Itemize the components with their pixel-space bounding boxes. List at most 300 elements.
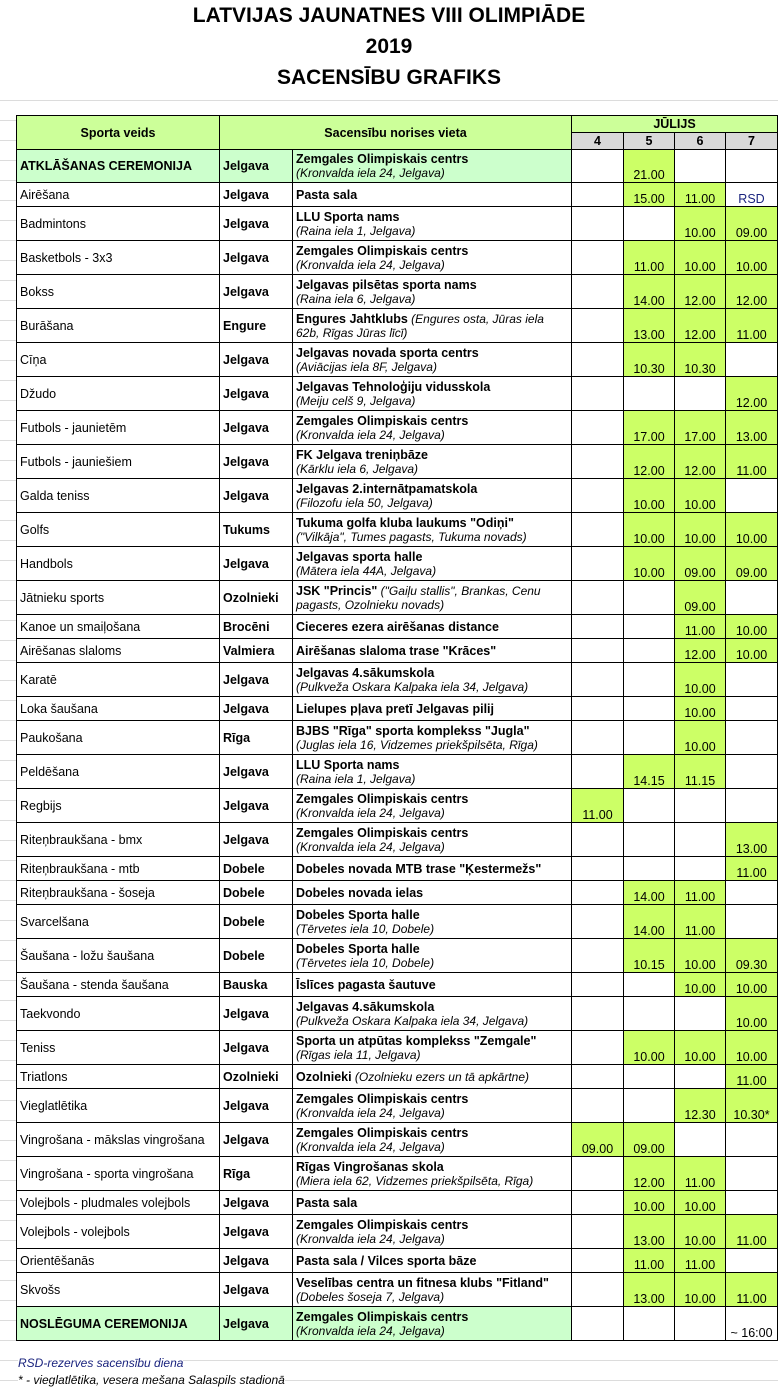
venue-name: Cieceres ezera airēšanas distance: [296, 619, 499, 634]
venue-cell: [293, 150, 572, 183]
time-cell: [572, 615, 624, 639]
venue-cell: [293, 445, 572, 479]
venue-address: (Aviācijas iela 8F, Jelgava): [296, 359, 437, 374]
time-cell: 10.00: [675, 1191, 726, 1215]
venue-name: Zemgales Olimpiskais centrs: [296, 413, 469, 428]
city-cell: Jelgava: [220, 1249, 293, 1273]
sport-cell: [17, 445, 220, 479]
venue-name: Zemgales Olimpiskais centrs: [296, 1309, 469, 1324]
venue-cell: [293, 881, 572, 905]
footnote-rsd: RSD-rezerves sacensību diena: [18, 1356, 184, 1370]
venue-cell: [293, 241, 572, 275]
schedule-body: [17, 150, 778, 1341]
city-cell: Jelgava: [220, 241, 293, 275]
table-row: [17, 183, 778, 207]
sport-cell: [17, 411, 220, 445]
city-cell: Engure: [220, 309, 293, 343]
city-cell: Rīga: [220, 721, 293, 755]
time-cell: [675, 823, 726, 857]
venue-line: [296, 1218, 568, 1232]
venue-name: Pasta sala / Vilces sporta bāze: [296, 1253, 477, 1268]
table-row: [17, 973, 778, 997]
time-cell: [572, 1307, 624, 1341]
city-cell: Jelgava: [220, 1089, 293, 1123]
table-row: [17, 150, 778, 183]
time-cell: [726, 697, 778, 721]
sport-cell: [17, 823, 220, 857]
venue-cell: [293, 755, 572, 789]
sport-cell: [17, 881, 220, 905]
city-cell: Jelgava: [220, 150, 293, 183]
time-cell: [624, 1307, 675, 1341]
table-row: [17, 309, 778, 343]
sport-cell: [17, 973, 220, 997]
time-cell: 14.00: [624, 881, 675, 905]
venue-name: Jelgavas 4.sākumskola: [296, 999, 435, 1014]
venue-name: LLU Sporta nams: [296, 209, 400, 224]
venue-cell: [293, 377, 572, 411]
time-cell: 10.00: [675, 721, 726, 755]
venue-address: (Raina iela 1, Jelgava): [296, 223, 416, 238]
time-cell: 12.00: [624, 445, 675, 479]
table-row: [17, 1123, 778, 1157]
time-cell: 11.00: [624, 241, 675, 275]
time-cell: [726, 343, 778, 377]
venue-cell: [293, 857, 572, 881]
time-cell: [572, 1215, 624, 1249]
venue-line: [296, 516, 568, 530]
sport-cell: [17, 581, 220, 615]
sport-name: Teniss: [20, 1040, 56, 1055]
time-cell: [572, 823, 624, 857]
time-cell: [572, 721, 624, 755]
time-cell: [624, 639, 675, 663]
venue-line: [296, 312, 568, 326]
sport-cell: [17, 1215, 220, 1249]
table-row: [17, 1065, 778, 1089]
venue-cell: [293, 639, 572, 663]
table-row: [17, 697, 778, 721]
time-cell: [675, 150, 726, 183]
time-cell: 11.00: [675, 183, 726, 207]
venue-address: (Tērvetes iela 10, Dobele): [296, 955, 435, 970]
sport-cell: [17, 1065, 220, 1089]
table-row: [17, 207, 778, 241]
sport-name: Vingrošana: [20, 1166, 84, 1181]
time-cell: [675, 1307, 726, 1341]
time-cell: [726, 150, 778, 183]
sport-cell: [17, 309, 220, 343]
time-cell: [572, 973, 624, 997]
time-cell: 10.00: [675, 1215, 726, 1249]
sport-cell: [17, 343, 220, 377]
header-venue: Sacensību norises vieta: [220, 116, 572, 150]
venue-cell: [293, 207, 572, 241]
venue-cell: [293, 1123, 572, 1157]
venue-name: Jelgavas 4.sākumskola: [296, 665, 435, 680]
venue-cell: [293, 789, 572, 823]
sport-name: Badmintons: [20, 216, 87, 231]
venue-name: Sporta un atpūtas komplekss "Zemgale": [296, 1033, 537, 1048]
time-cell: 17.00: [675, 411, 726, 445]
table-row: [17, 547, 778, 581]
sport-cell: [17, 1157, 220, 1191]
sport-name: Bokss: [20, 284, 55, 299]
venue-cell: [293, 939, 572, 973]
table-row: [17, 663, 778, 697]
time-cell: 12.00: [624, 1157, 675, 1191]
time-cell: [572, 207, 624, 241]
venue-address: (Meiju celš 9, Jelgava): [296, 393, 416, 408]
sport-name: Volejbols: [20, 1224, 71, 1239]
city-cell: Jelgava: [220, 697, 293, 721]
table-row: [17, 823, 778, 857]
venue-name: FK Jelgava treniņbāze: [296, 447, 428, 462]
time-cell: [572, 445, 624, 479]
venue-line: [296, 1310, 568, 1324]
time-cell: 14.15: [624, 755, 675, 789]
venue-address: (Kronvalda iela 24, Jelgava): [296, 1231, 445, 1246]
time-cell: [572, 183, 624, 207]
time-cell: [675, 857, 726, 881]
table-row: [17, 639, 778, 663]
venue-line: [296, 758, 568, 772]
time-cell: 14.00: [624, 275, 675, 309]
city-cell: Brocēni: [220, 615, 293, 639]
venue-cell: [293, 663, 572, 697]
sport-name: Basketbols: [20, 250, 82, 265]
time-cell: 12.00: [726, 377, 778, 411]
time-cell: 13.00: [726, 411, 778, 445]
time-cell: ~ 16:00: [726, 1307, 778, 1341]
venue-name: LLU Sporta nams: [296, 757, 400, 772]
venue-cell: [293, 1157, 572, 1191]
venue-name: Zemgales Olimpiskais centrs: [296, 1125, 469, 1140]
header-month: JŪLIJS: [572, 116, 778, 133]
venue-address: (Dobeles šoseja 7, Jelgava): [296, 1289, 445, 1304]
sport-name: NOSLĒGUMA CEREMONIJA: [20, 1316, 188, 1331]
city-cell: Jelgava: [220, 1307, 293, 1341]
table-row: [17, 581, 778, 615]
venue-cell: [293, 513, 572, 547]
time-cell: [572, 755, 624, 789]
sport-discipline: - mākslas vingrošana: [86, 1132, 205, 1147]
venue-name: Zemgales Olimpiskais centrs: [296, 243, 469, 258]
time-cell: [572, 547, 624, 581]
venue-address-inline: (Engures osta, Jūras iela: [407, 311, 544, 326]
venue-cell: [293, 309, 572, 343]
time-cell: 09.00: [675, 547, 726, 581]
venue-name: Lielupes pļava pretī Jelgavas pilij: [296, 701, 494, 716]
time-cell: [624, 207, 675, 241]
venue-line: [296, 188, 568, 202]
venue-cell: [293, 411, 572, 445]
venue-cell: [293, 581, 572, 615]
venue-name: Jelgavas novada sporta centrs: [296, 345, 479, 360]
time-cell: [726, 1249, 778, 1273]
time-cell: [624, 823, 675, 857]
city-cell: Jelgava: [220, 1031, 293, 1065]
time-cell: 09.00: [624, 1123, 675, 1157]
time-cell: [624, 973, 675, 997]
venue-name: Dobeles Sporta halle: [296, 907, 420, 922]
title-line-3: SACENSĪBU GRAFIKS: [276, 66, 502, 89]
sport-name: Skvošs: [20, 1282, 61, 1297]
time-cell: 10.00: [624, 547, 675, 581]
table-row: [17, 1089, 778, 1123]
time-cell: 10.00: [675, 663, 726, 697]
sport-discipline: - volejbols: [73, 1224, 130, 1239]
time-cell: [572, 241, 624, 275]
venue-line: [296, 1092, 568, 1106]
venue-line: [296, 792, 568, 806]
time-cell: [675, 789, 726, 823]
sport-cell: [17, 377, 220, 411]
sport-discipline: - jaunietēm: [64, 420, 127, 435]
time-cell: 12.00: [726, 275, 778, 309]
time-cell: 13.00: [624, 1273, 675, 1307]
time-cell: [572, 411, 624, 445]
venue-cell: [293, 905, 572, 939]
table-row: [17, 721, 778, 755]
table-row: [17, 1031, 778, 1065]
city-cell: Jelgava: [220, 411, 293, 445]
table-row: [17, 905, 778, 939]
sport-name: Šaušana: [20, 948, 70, 963]
venue-name: Ozolnieki: [296, 1069, 352, 1084]
city-cell: Jelgava: [220, 377, 293, 411]
time-cell: [726, 479, 778, 513]
venue-address: (Kronvalda iela 24, Jelgava): [296, 257, 445, 272]
table-row: [17, 411, 778, 445]
venue-address: ("Vilkāja", Tumes pagasts, Tukuma novads): [296, 529, 527, 544]
venue-address: (Kronvalda iela 24, Jelgava): [296, 166, 445, 180]
sport-discipline: - mtb: [111, 861, 140, 876]
venue-address: (Miera iela 62, Vidzemes priekšpilsēta, Rīga): [296, 1173, 534, 1188]
city-cell: Jelgava: [220, 479, 293, 513]
time-cell: 10.00: [675, 479, 726, 513]
sport-name: Loka šaušana: [20, 701, 98, 716]
table-row: [17, 275, 778, 309]
sport-cell: [17, 207, 220, 241]
venue-line: [296, 702, 568, 716]
sport-cell: [17, 241, 220, 275]
time-cell: [572, 1249, 624, 1273]
city-cell: Tukums: [220, 513, 293, 547]
city-cell: Jelgava: [220, 183, 293, 207]
time-cell: [624, 377, 675, 411]
venue-line: [296, 1000, 568, 1014]
venue-cell: [293, 1273, 572, 1307]
city-cell: Jelgava: [220, 1123, 293, 1157]
table-row: [17, 1307, 778, 1341]
sport-name: Golfs: [20, 522, 50, 537]
venue-name: Zemgales Olimpiskais centrs: [296, 1091, 469, 1106]
sport-name: Airēšanas slaloms: [20, 643, 122, 658]
table-row: [17, 479, 778, 513]
sport-cell: [17, 479, 220, 513]
venue-line: [296, 210, 568, 224]
sport-cell: [17, 1031, 220, 1065]
venue-address: (Kronvalda iela 24, Jelgava): [296, 805, 445, 820]
time-cell: 11.00: [675, 905, 726, 939]
venue-address: (Tērvetes iela 10, Dobele): [296, 921, 435, 936]
footnote-asterisk: * - vieglatlētika, vesera mešana Salaspils stadionā: [18, 1373, 285, 1387]
venue-cell: [293, 615, 572, 639]
time-cell: 13.00: [726, 823, 778, 857]
city-cell: Dobele: [220, 857, 293, 881]
city-cell: Dobele: [220, 939, 293, 973]
sport-cell: [17, 150, 220, 183]
venue-line: [296, 644, 568, 658]
time-cell: 10.30: [675, 343, 726, 377]
time-cell: 10.00: [624, 513, 675, 547]
time-cell: [624, 615, 675, 639]
time-cell: 09.00: [572, 1123, 624, 1157]
time-cell: [726, 881, 778, 905]
time-cell: 11.00: [675, 1249, 726, 1273]
venue-name: Engures Jahtklubs: [296, 311, 408, 326]
venue-line: [296, 724, 568, 738]
city-cell: Dobele: [220, 905, 293, 939]
city-cell: Jelgava: [220, 1191, 293, 1215]
sport-name: Futbols: [20, 420, 61, 435]
venue-line: [296, 1254, 568, 1268]
time-cell: 11.00: [572, 789, 624, 823]
venue-cell: [293, 823, 572, 857]
time-cell: [726, 905, 778, 939]
venue-line: [296, 1160, 568, 1174]
time-cell: 10.00: [675, 939, 726, 973]
time-cell: 12.00: [675, 275, 726, 309]
time-cell: 11.00: [726, 445, 778, 479]
city-cell: Bauska: [220, 973, 293, 997]
time-cell: [624, 581, 675, 615]
table-row: [17, 615, 778, 639]
time-cell: 10.00: [726, 241, 778, 275]
time-cell: 14.00: [624, 905, 675, 939]
table-row: [17, 939, 778, 973]
city-cell: Jelgava: [220, 343, 293, 377]
time-cell: [572, 663, 624, 697]
venue-name: Dobeles novada MTB trase "Ķestermežs": [296, 861, 542, 876]
time-cell: [624, 1065, 675, 1089]
table-row: [17, 755, 778, 789]
sport-cell: [17, 547, 220, 581]
venue-line: [296, 346, 568, 360]
time-cell: [726, 721, 778, 755]
venue-line: [296, 826, 568, 840]
city-cell: Jelgava: [220, 755, 293, 789]
city-cell: Jelgava: [220, 207, 293, 241]
venue-line: [296, 482, 568, 496]
time-cell: 12.00: [675, 445, 726, 479]
venue-line: [296, 620, 568, 634]
sport-name: Vingrošana: [20, 1132, 84, 1147]
venue-cell: [293, 183, 572, 207]
time-cell: RSD: [726, 183, 778, 207]
time-cell: 11.15: [675, 755, 726, 789]
time-cell: 10.00: [675, 697, 726, 721]
time-cell: 12.00: [675, 309, 726, 343]
time-cell: [572, 697, 624, 721]
venue-name: Dobeles novada ielas: [296, 885, 424, 900]
sport-name: Riteņbraukšana: [20, 861, 108, 876]
sport-discipline: - šoseja: [111, 885, 155, 900]
sport-name: Galda teniss: [20, 488, 90, 503]
venue-line: [296, 278, 568, 292]
time-cell: 10.00: [726, 973, 778, 997]
sport-cell: [17, 997, 220, 1031]
time-cell: [572, 150, 624, 183]
city-cell: Ozolnieki: [220, 1065, 293, 1089]
time-cell: 10.00: [726, 513, 778, 547]
time-cell: [624, 1089, 675, 1123]
city-cell: Jelgava: [220, 445, 293, 479]
sport-name: Triatlons: [20, 1069, 68, 1084]
time-cell: [572, 997, 624, 1031]
sport-cell: [17, 1307, 220, 1341]
city-cell: Jelgava: [220, 1215, 293, 1249]
city-cell: Ozolnieki: [220, 581, 293, 615]
table-row: [17, 377, 778, 411]
venue-name: JSK "Princis": [296, 583, 378, 598]
venue-cell: [293, 1307, 572, 1341]
time-cell: 11.00: [726, 1065, 778, 1089]
time-cell: [572, 905, 624, 939]
venue-name: Airēšanas slaloma trase "Krāces": [296, 643, 497, 658]
venue-address: (Pulkveža Oskara Kalpaka iela 34, Jelgava): [296, 1013, 529, 1028]
venue-address: (Filozofu iela 50, Jelgava): [296, 495, 433, 510]
venue-name: Jelgavas 2.internātpamatskola: [296, 481, 478, 496]
sport-cell: [17, 755, 220, 789]
time-cell: 12.00: [675, 639, 726, 663]
time-cell: 11.00: [675, 881, 726, 905]
venue-cell: [293, 479, 572, 513]
time-cell: 10.00: [624, 1191, 675, 1215]
sport-name: Kanoe un smaiļošana: [20, 619, 141, 634]
sport-name: Cīņa: [20, 352, 47, 367]
time-cell: [675, 1123, 726, 1157]
sport-cell: [17, 721, 220, 755]
time-cell: [572, 1089, 624, 1123]
venue-name: Zemgales Olimpiskais centrs: [296, 791, 469, 806]
venue-address: (Kronvalda iela 24, Jelgava): [296, 427, 445, 442]
table-row: [17, 881, 778, 905]
city-cell: Jelgava: [220, 997, 293, 1031]
time-cell: [572, 581, 624, 615]
title-block: [0, 0, 778, 93]
time-cell: [726, 1157, 778, 1191]
venue-address: pagasts, Ozolnieku novads): [296, 597, 445, 612]
time-cell: 10.00: [675, 1031, 726, 1065]
time-cell: 13.00: [624, 1215, 675, 1249]
sport-discipline: - jauniešiem: [64, 454, 132, 469]
sport-cell: [17, 615, 220, 639]
sport-cell: [17, 1089, 220, 1123]
venue-name: Pasta sala: [296, 1195, 358, 1210]
time-cell: 13.00: [624, 309, 675, 343]
venue-cell: [293, 1249, 572, 1273]
venue-address: (Kronvalda iela 24, Jelgava): [296, 1139, 445, 1154]
venue-address-inline: (Ozolnieku ezers un tā apkārtne): [351, 1069, 529, 1084]
venue-name: Īslīces pagasta šautuve: [296, 977, 436, 992]
sport-name: Orientēšanās: [20, 1253, 95, 1268]
table-row: [17, 241, 778, 275]
table-row: [17, 445, 778, 479]
time-cell: 11.00: [726, 309, 778, 343]
time-cell: [624, 663, 675, 697]
